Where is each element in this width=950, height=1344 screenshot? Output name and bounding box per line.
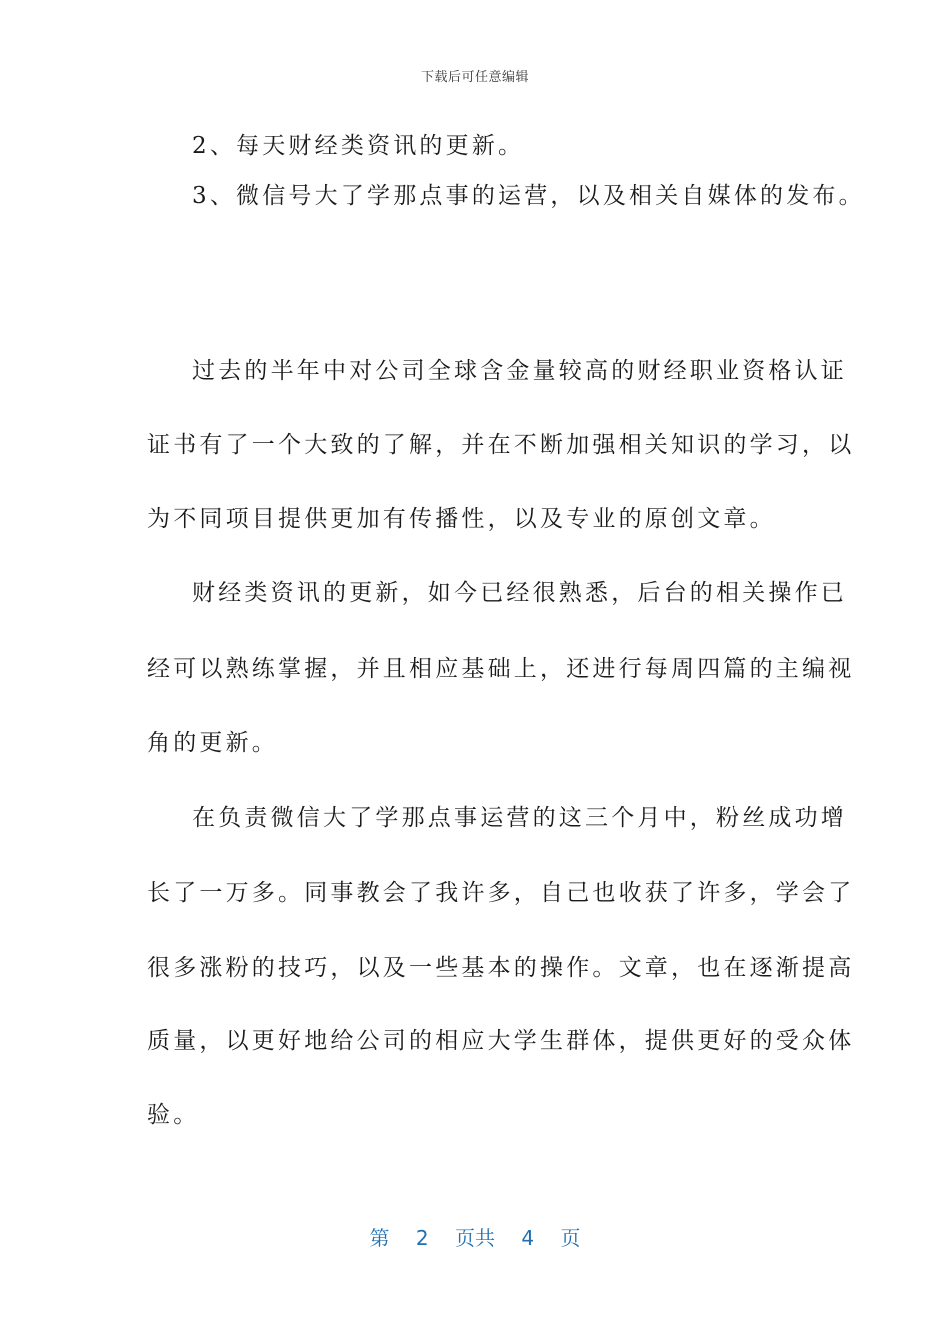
footer-middle: 页共 xyxy=(455,1226,495,1250)
paragraph-3-line-2: 长了一万多。同事教会了我许多，自己也收获了许多，学会了 xyxy=(147,880,855,906)
paragraph-2-line-1: 财经类资讯的更新，如今已经很熟悉，后台的相关操作已 xyxy=(192,580,847,606)
header-note: 下载后可任意编辑 xyxy=(420,70,529,85)
list-item-2: 2、每天财经类资讯的更新。 xyxy=(192,133,525,159)
paragraph-2-line-2: 经可以熟练掌握，并且相应基础上，还进行每周四篇的主编视 xyxy=(147,656,855,682)
footer-total-pages: 4 xyxy=(521,1226,535,1250)
footer-suffix: 页 xyxy=(560,1226,581,1250)
paragraph-3-line-4: 质量，以更好地给公司的相应大学生群体，提供更好的受众体 xyxy=(147,1028,855,1054)
paragraph-1-line-2: 证书有了一个大致的了解，并在不断加强相关知识的学习，以 xyxy=(147,432,855,458)
paragraph-2-line-3: 角的更新。 xyxy=(147,730,278,756)
paragraph-3-line-3: 很多涨粉的技巧，以及一些基本的操作。文章，也在逐渐提高 xyxy=(147,955,855,981)
list-item-3: 3、微信号大了学那点事的运营，以及相关自媒体的发布。 xyxy=(192,183,865,209)
page-footer xyxy=(0,1222,950,1251)
paragraph-1-line-1: 过去的半年中对公司全球含金量较高的财经职业资格认证 xyxy=(192,358,847,384)
paragraph-3-line-1: 在负责微信大了学那点事运营的这三个月中，粉丝成功增 xyxy=(192,805,847,831)
paragraph-3-line-5: 验。 xyxy=(147,1102,200,1128)
footer-current-page: 2 xyxy=(415,1226,429,1250)
footer-prefix: 第 xyxy=(369,1226,390,1250)
paragraph-1-line-3: 为不同项目提供更加有传播性，以及专业的原创文章。 xyxy=(147,506,776,532)
